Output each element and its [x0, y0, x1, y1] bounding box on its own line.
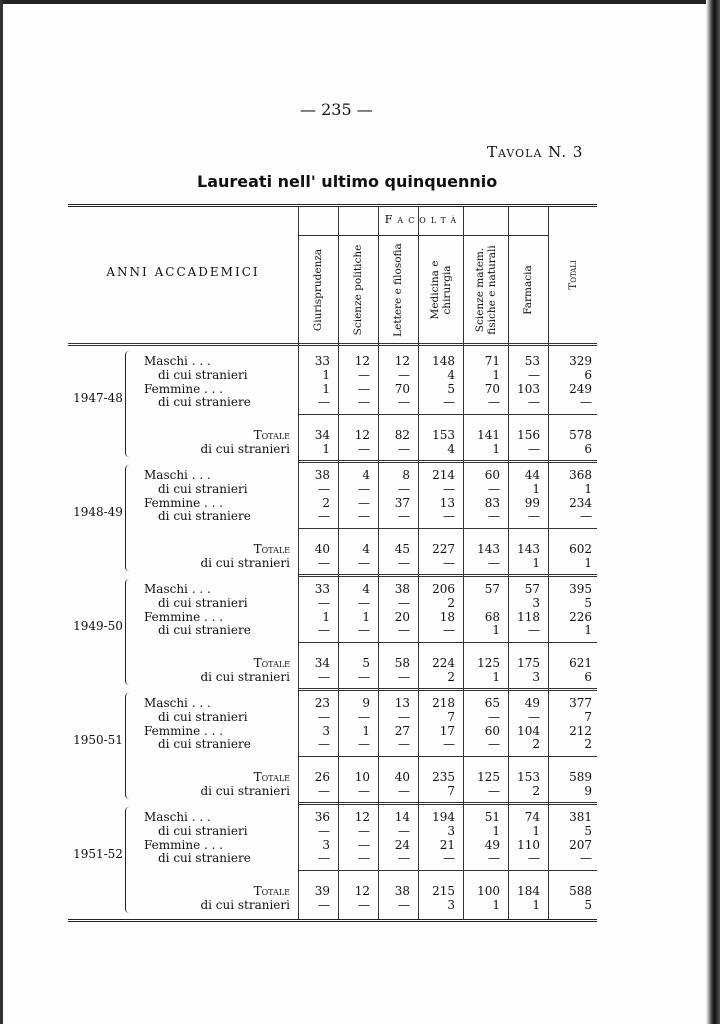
table-cell: 2 [322, 495, 330, 510]
table-cell: 1 [584, 623, 592, 637]
table-cell: 602 [569, 542, 592, 556]
table-cell: 99 [524, 495, 540, 510]
table-cell: — [398, 368, 410, 382]
table-cell: 53 [524, 354, 540, 368]
table-cell: 49 [484, 837, 500, 852]
scan-edge-right [706, 0, 720, 1024]
table-cell: 58 [394, 656, 410, 670]
table-cell: — [398, 737, 410, 751]
table-cell: 1 [532, 824, 540, 838]
subtotal-rule [298, 414, 597, 415]
table-cell: — [318, 623, 330, 637]
table-cell: 60 [484, 723, 500, 738]
table-cell: — [358, 623, 370, 637]
table-cell: 227 [432, 542, 455, 556]
scan-edge-left [0, 0, 3, 1024]
table-cell: 3 [447, 824, 455, 838]
year-block [68, 575, 597, 689]
table-cell: — [443, 482, 455, 496]
table-cell: — [528, 851, 540, 865]
table-cell: 234 [569, 495, 592, 510]
table-cell: — [528, 710, 540, 724]
table-cell: 368 [569, 468, 592, 482]
table-cell: 589 [569, 770, 592, 784]
table-cell: — [398, 441, 410, 456]
brace [125, 807, 132, 913]
table-cell: 21 [439, 837, 455, 852]
row-label: Femmine . . . [144, 609, 224, 624]
column-header-label: Giurisprudenza [312, 248, 324, 332]
table-cell: — [318, 555, 330, 570]
table-cell: — [358, 596, 370, 610]
table-cell: 1 [322, 441, 330, 456]
page-title: Laureati nell' ultimo quinquennio [197, 172, 498, 191]
column-header [508, 237, 548, 343]
table-cell: 44 [524, 468, 540, 482]
row-label: Maschi . . . [144, 354, 211, 368]
table-cell: — [398, 669, 410, 684]
table-cell: — [488, 555, 500, 570]
table-cell: 7 [584, 710, 592, 724]
table-cell: 141 [477, 428, 500, 442]
table-cell: 6 [584, 368, 592, 382]
table-cell: 40 [314, 542, 330, 556]
table-cell: 1 [492, 897, 500, 912]
table-cell: — [443, 509, 455, 523]
table-cell: 249 [569, 381, 592, 396]
academic-year: 1950-51 [73, 733, 123, 747]
table-cell: 143 [477, 542, 500, 556]
table-cell: 194 [432, 810, 455, 824]
table-cell: 38 [314, 468, 330, 482]
table-cell: — [358, 783, 370, 798]
table-cell: 17 [439, 723, 455, 738]
table-cell: 1 [362, 609, 370, 624]
table-cell: — [580, 509, 592, 523]
academic-year: 1949-50 [73, 619, 123, 633]
table-cell: — [398, 555, 410, 570]
table-cell: 4 [447, 441, 455, 456]
table-cell: — [488, 783, 500, 798]
table-cell: — [358, 851, 370, 865]
row-label: di cui stranieri [158, 824, 248, 838]
table-cell: 2 [532, 737, 540, 751]
table-cell: 215 [432, 884, 455, 898]
column-header-label: Lettere e filosofia [392, 243, 404, 337]
row-label: Maschi . . . [144, 810, 211, 824]
row-label: di cui stranieri [158, 596, 248, 610]
row-label: Femmine . . . [144, 837, 224, 852]
header-facolta: Facoltà [384, 213, 462, 226]
table-cell: 12 [394, 354, 410, 368]
table-cell: — [358, 395, 370, 409]
column-header-label: Scienze matem. fisiche e naturali [473, 245, 498, 335]
table-cell: 1 [322, 381, 330, 396]
table-cell: 214 [432, 468, 455, 482]
table-cell: 5 [447, 381, 455, 396]
table-cell: 82 [394, 428, 410, 442]
column-header [463, 237, 508, 343]
table-cell: 12 [354, 354, 370, 368]
table-cell: 6 [584, 441, 592, 456]
table-cell: 38 [394, 582, 410, 596]
subtotal-rule [298, 870, 597, 871]
table-cell: 1 [492, 623, 500, 637]
table-cell: 3 [447, 897, 455, 912]
page-number: — 235 — [300, 100, 373, 119]
header-bottom-rule [68, 343, 597, 346]
graduates-table [68, 204, 597, 922]
table-cell: 9 [362, 696, 370, 710]
table-cell: 4 [362, 542, 370, 556]
table-cell: 5 [584, 897, 592, 912]
table-cell: — [318, 596, 330, 610]
scan-edge-top [0, 0, 720, 4]
table-cell: — [358, 669, 370, 684]
table-cell: 57 [524, 582, 540, 596]
table-cell: 184 [517, 884, 540, 898]
brace [125, 579, 132, 685]
table-cell: 74 [524, 810, 540, 824]
row-label: di cui straniere [158, 395, 251, 409]
table-cell: — [318, 669, 330, 684]
table-cell: 36 [314, 810, 330, 824]
table-cell: 12 [354, 428, 370, 442]
academic-year: 1951-52 [73, 847, 123, 861]
table-cell: 5 [584, 596, 592, 610]
year-block [68, 689, 597, 803]
row-label: di cui stranieri [200, 441, 290, 456]
table-cell: — [528, 623, 540, 637]
table-cell: 395 [569, 582, 592, 596]
table-cell: 118 [517, 609, 540, 624]
table-cell: 18 [439, 609, 455, 624]
table-cell: 1 [362, 723, 370, 738]
table-cell: 60 [484, 468, 500, 482]
table-cell: 153 [517, 770, 540, 784]
table-cell: 7 [447, 710, 455, 724]
table-cell: 8 [402, 468, 410, 482]
facolta-underline [298, 235, 548, 236]
table-cell: 1 [532, 482, 540, 496]
table-cell: — [318, 482, 330, 496]
table-cell: — [318, 851, 330, 865]
table-cell: 5 [584, 824, 592, 838]
row-label: di cui stranieri [200, 897, 290, 912]
table-cell: 1 [492, 824, 500, 838]
row-label: Totale [253, 770, 290, 784]
table-cell: 23 [314, 696, 330, 710]
table-cell: 34 [314, 656, 330, 670]
year-block [68, 461, 597, 575]
row-label: Femmine . . . [144, 381, 224, 396]
table-cell: — [398, 509, 410, 523]
table-cell: 125 [477, 656, 500, 670]
table-cell: — [358, 509, 370, 523]
table-cell: — [398, 596, 410, 610]
table-cell: 2 [584, 737, 592, 751]
table-cell: — [318, 824, 330, 838]
table-cell: 45 [394, 542, 410, 556]
header-anni-accademici: ANNI ACCADEMICI [106, 265, 260, 279]
row-label: di cui stranieri [200, 555, 290, 570]
row-label: di cui straniere [158, 509, 251, 523]
table-cell: 110 [517, 837, 540, 852]
table-cell: 10 [354, 770, 370, 784]
table-cell: 12 [354, 884, 370, 898]
table-cell: 33 [314, 354, 330, 368]
table-cell: 4 [362, 582, 370, 596]
table-cell: — [488, 395, 500, 409]
table-cell: 1 [532, 555, 540, 570]
table-cell: 100 [477, 884, 500, 898]
table-cell: 51 [484, 810, 500, 824]
table-cell: — [358, 441, 370, 456]
table-cell: 103 [517, 381, 540, 396]
table-cell: 104 [517, 723, 540, 738]
table-cell: 3 [532, 669, 540, 684]
subtotal-rule [298, 756, 597, 757]
table-cell: 65 [484, 696, 500, 710]
academic-year: 1947-48 [73, 391, 123, 405]
table-cell: 1 [532, 897, 540, 912]
table-cell: 377 [569, 696, 592, 710]
year-block [68, 347, 597, 461]
row-label: Maschi . . . [144, 582, 211, 596]
table-cell: 4 [447, 368, 455, 382]
table-cell: — [488, 482, 500, 496]
row-label: Totale [253, 884, 290, 898]
table-cell: — [528, 509, 540, 523]
table-cell: 26 [314, 770, 330, 784]
table-cell: 40 [394, 770, 410, 784]
brace [125, 351, 132, 457]
table-cell: — [358, 737, 370, 751]
column-header [548, 207, 597, 343]
table-cell: 381 [569, 810, 592, 824]
table-cell: 27 [394, 723, 410, 738]
table-cell: 2 [532, 783, 540, 798]
table-cell: 70 [394, 381, 410, 396]
table-cell: 3 [322, 723, 330, 738]
table-cell: 49 [524, 696, 540, 710]
table-cell: 20 [394, 609, 410, 624]
table-cell: 212 [569, 723, 592, 738]
table-cell: — [358, 482, 370, 496]
table-cell: — [443, 555, 455, 570]
table-cell: 156 [517, 428, 540, 442]
table-cell: 38 [394, 884, 410, 898]
table-cell: — [398, 623, 410, 637]
table-cell: 1 [322, 368, 330, 382]
row-label: Totale [253, 656, 290, 670]
table-cell: 6 [584, 669, 592, 684]
table-cell: — [398, 851, 410, 865]
table-cell: — [318, 395, 330, 409]
table-cell: 33 [314, 582, 330, 596]
row-label: di cui straniere [158, 851, 251, 865]
table-cell: — [580, 395, 592, 409]
column-header-label: Scienze politiche [352, 244, 364, 336]
table-cell: 143 [517, 542, 540, 556]
table-cell: — [398, 824, 410, 838]
table-cell: 175 [517, 656, 540, 670]
table-cell: — [528, 395, 540, 409]
table-cell: — [398, 783, 410, 798]
brace [125, 465, 132, 571]
table-cell: 207 [569, 837, 592, 852]
table-cell: 83 [484, 495, 500, 510]
column-header-label: Farmacia [522, 265, 534, 315]
table-cell: 2 [447, 596, 455, 610]
table-cell: 68 [484, 609, 500, 624]
table-number: Tavola N. 3 [487, 143, 584, 161]
table-cell: 148 [432, 354, 455, 368]
table-cell: 1 [584, 555, 592, 570]
row-label: Totale [253, 428, 290, 442]
table-cell: — [358, 495, 370, 510]
table-cell: 14 [394, 810, 410, 824]
column-header [338, 237, 378, 343]
table-cell: 2 [447, 669, 455, 684]
table-cell: 7 [447, 783, 455, 798]
academic-year: 1948-49 [73, 505, 123, 519]
table-cell: — [318, 509, 330, 523]
table-cell: 57 [484, 582, 500, 596]
table-cell: — [398, 395, 410, 409]
row-label: Femmine . . . [144, 723, 224, 738]
table-cell: — [358, 381, 370, 396]
column-header-label: Medicina e chirurgia [428, 260, 453, 320]
table-cell: 1 [492, 441, 500, 456]
table-cell: — [488, 851, 500, 865]
table-cell: — [358, 837, 370, 852]
table-cell: 235 [432, 770, 455, 784]
row-label: di cui straniere [158, 737, 251, 751]
table-cell: — [488, 509, 500, 523]
table-cell: — [318, 710, 330, 724]
table-cell: 13 [394, 696, 410, 710]
year-block [68, 803, 597, 917]
table-cell: — [488, 737, 500, 751]
table-cell: 218 [432, 696, 455, 710]
row-label: di cui straniere [158, 623, 251, 637]
table-cell: 34 [314, 428, 330, 442]
row-label: Maschi . . . [144, 468, 211, 482]
table-cell: 588 [569, 884, 592, 898]
table-cell: 37 [394, 495, 410, 510]
subtotal-rule [298, 528, 597, 529]
table-cell: — [443, 851, 455, 865]
table-cell: 578 [569, 428, 592, 442]
table-cell: 1 [322, 609, 330, 624]
column-header [298, 237, 338, 343]
table-cell: — [318, 737, 330, 751]
table-cell: 621 [569, 656, 592, 670]
row-label: Totale [253, 542, 290, 556]
brace [125, 693, 132, 799]
table-cell: 153 [432, 428, 455, 442]
table-cell: — [398, 897, 410, 912]
table-cell: 12 [354, 810, 370, 824]
row-label: di cui stranieri [158, 482, 248, 496]
table-cell: 329 [569, 354, 592, 368]
table-cell: 226 [569, 609, 592, 624]
table-cell: 5 [362, 656, 370, 670]
table-cell: 1 [492, 368, 500, 382]
table-cell: — [398, 710, 410, 724]
table-cell: 71 [484, 354, 500, 368]
table-cell: — [358, 555, 370, 570]
table-cell: 224 [432, 656, 455, 670]
table-cell: 206 [432, 582, 455, 596]
table-cell: 1 [492, 669, 500, 684]
table-cell: 39 [314, 884, 330, 898]
table-cell: — [398, 482, 410, 496]
table-cell: — [358, 710, 370, 724]
table-cell: — [528, 368, 540, 382]
row-label: di cui stranieri [158, 710, 248, 724]
table-cell: — [318, 897, 330, 912]
table-cell: — [358, 368, 370, 382]
table-cell: — [443, 737, 455, 751]
table-cell: 3 [322, 837, 330, 852]
row-label: Femmine . . . [144, 495, 224, 510]
table-cell: 125 [477, 770, 500, 784]
table-cell: — [443, 623, 455, 637]
table-cell: 3 [532, 596, 540, 610]
table-cell: — [358, 824, 370, 838]
table-cell: 4 [362, 468, 370, 482]
column-header-label: Totali [566, 260, 579, 290]
table-cell: 9 [584, 783, 592, 798]
table-cell: — [488, 710, 500, 724]
column-header [378, 237, 418, 343]
column-header [418, 237, 463, 343]
table-cell: 24 [394, 837, 410, 852]
table-cell: — [580, 851, 592, 865]
table-cell: — [318, 783, 330, 798]
row-label: di cui stranieri [200, 783, 290, 798]
row-label: di cui stranieri [200, 669, 290, 684]
table-cell: — [443, 395, 455, 409]
table-cell: 1 [584, 482, 592, 496]
table-cell: 13 [439, 495, 455, 510]
table-cell: 70 [484, 381, 500, 396]
subtotal-rule [298, 642, 597, 643]
table-cell: — [358, 897, 370, 912]
table-cell: — [528, 441, 540, 456]
row-label: di cui stranieri [158, 368, 248, 382]
row-label: Maschi . . . [144, 696, 211, 710]
